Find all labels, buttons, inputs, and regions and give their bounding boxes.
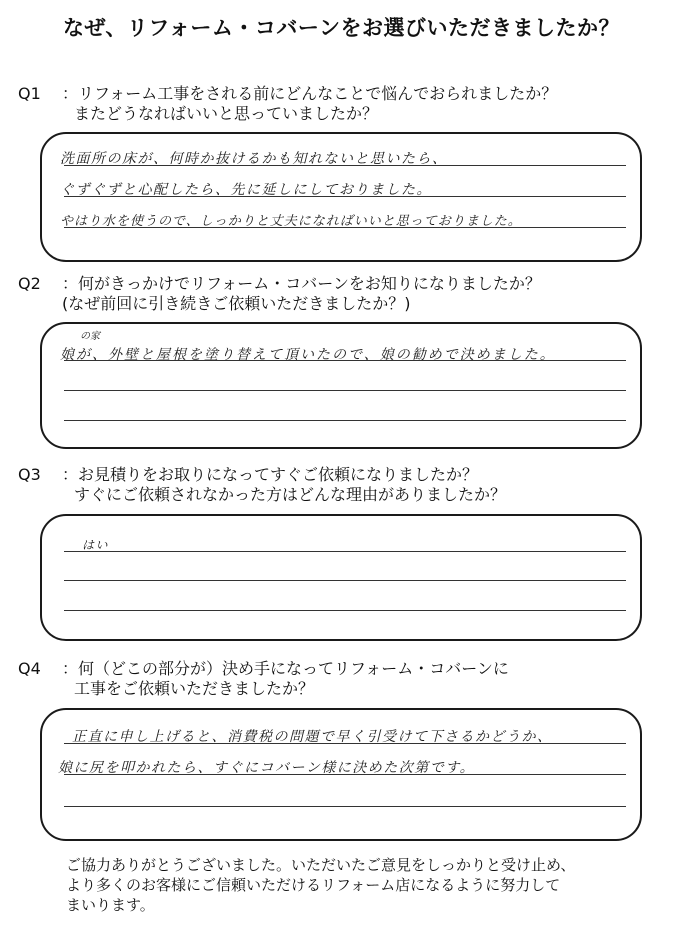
- question-2-line-2: (なぜ前回に引き続きご依頼いただきましたか？): [62, 294, 411, 313]
- answer-box-3: [40, 514, 642, 641]
- answer-1-line-3: やはり水を使うので、しっかりと丈夫になればいいと思っておりました。: [60, 214, 522, 229]
- question-3-line-1: ：お見積りをお取りになってすぐご依頼になりましたか？: [62, 465, 479, 484]
- answer-1-line-1: 洗面所の床が、何時か抜けるかも知れないと思いたら、: [60, 151, 448, 167]
- answer-box-2: [40, 322, 642, 449]
- answer-4-line-1: 正直に申し上げると、消費税の問題で早く引受けて下さるかどうか、: [72, 729, 553, 745]
- answer-3-line-1: はい: [82, 538, 110, 552]
- question-1-label: Q1: [18, 84, 41, 103]
- answer-box-4: [40, 708, 642, 841]
- question-3-line-2: すぐにご依頼されなかった方はどんな理由がありましたか？: [74, 485, 507, 504]
- question-3-label: Q3: [18, 465, 41, 484]
- answer-1-line-2: ぐずぐずと心配したら、先に延しにしておりました。: [60, 182, 432, 198]
- ruled-line: [64, 806, 626, 807]
- answer-4-line-2: 娘に尻を叩かれたら、すぐにコバーン様に決めた次第です。: [58, 760, 476, 776]
- answer-box-1: [40, 132, 642, 262]
- question-3-text: [62, 465, 506, 505]
- ruled-line: [64, 580, 626, 581]
- question-1-line-1: ：リフォーム工事をされる前にどんなことで悩んでおられましたか？: [62, 84, 558, 103]
- answer-2-note: の家: [80, 331, 100, 342]
- answer-2-line-1: 娘が、外壁と屋根を塗り替えて頂いたので、娘の勧めで決めました。: [60, 347, 556, 363]
- ruled-line: [64, 551, 626, 552]
- question-1-text: [62, 84, 557, 124]
- closing-message-line-2: より多くのお客様にご信頼いただけるリフォーム店になるように努力して: [66, 876, 561, 894]
- closing-message-line-3: まいります。: [66, 896, 155, 914]
- page-title: なぜ、リフォーム・コバーンをお選びいただきましたか？: [63, 16, 620, 40]
- closing-message: [66, 855, 575, 915]
- question-4-line-2: 工事をご依頼いただきましたか？: [74, 679, 315, 698]
- ruled-line: [64, 420, 626, 421]
- question-2-label: Q2: [18, 274, 41, 293]
- question-1-line-2: またどうなればいいと思っていましたか？: [74, 104, 379, 123]
- question-4-line-1: ：何（どこの部分が）決め手になってリフォーム・コバーンに: [62, 659, 509, 678]
- ruled-line: [64, 610, 626, 611]
- question-2-line-1: ：何がきっかけでリフォーム・コバーンをお知りになりましたか？: [62, 274, 541, 293]
- question-2-text: [62, 274, 541, 314]
- closing-message-line-1: ご協力ありがとうございました。いただいたご意見をしっかりと受け止め、: [66, 856, 576, 874]
- ruled-line: [64, 390, 626, 391]
- question-4-text: [62, 659, 509, 699]
- question-4-label: Q4: [18, 659, 41, 678]
